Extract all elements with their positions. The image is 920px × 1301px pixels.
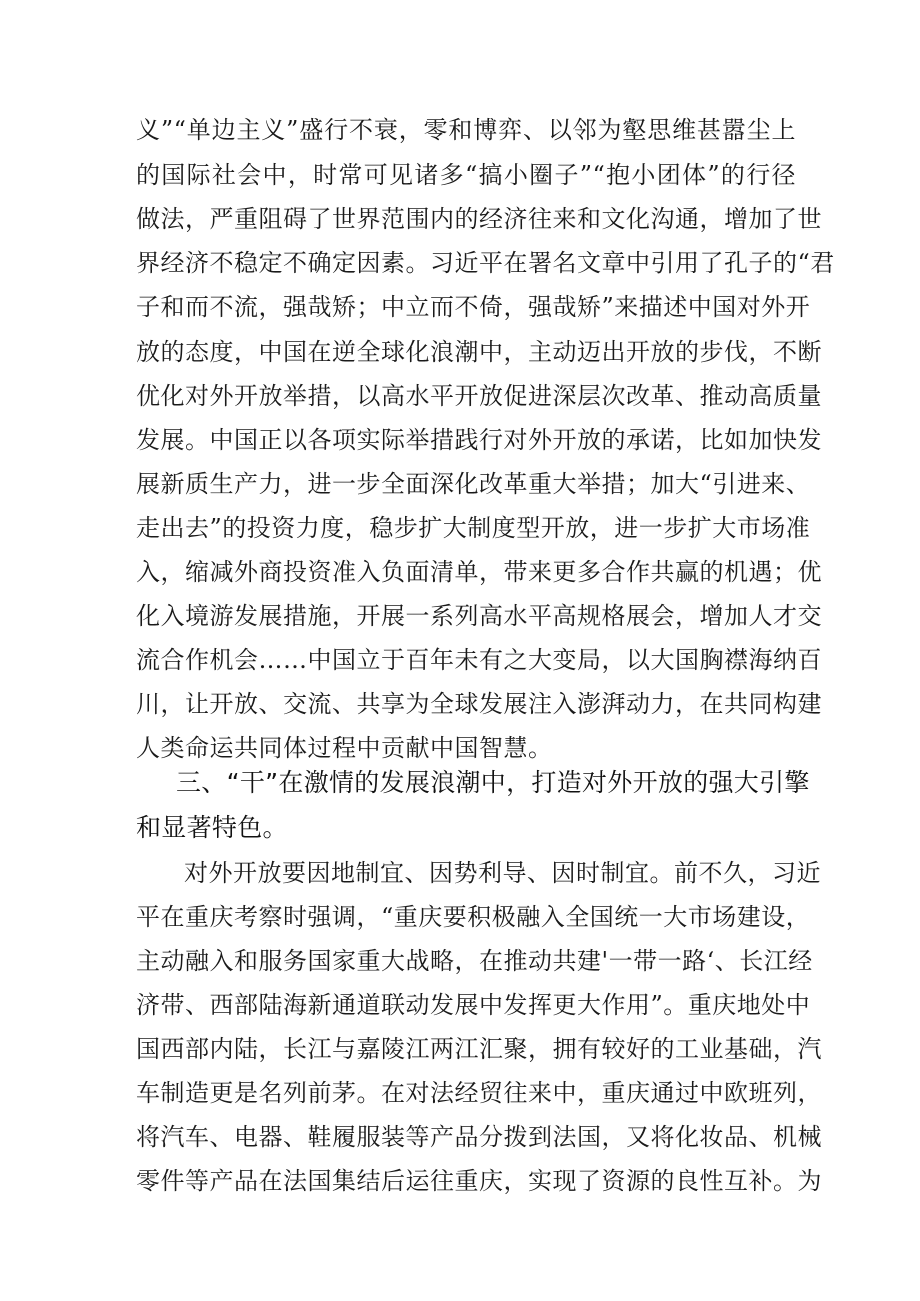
text-line: 车制造更是名列前茅。在对法经贸往来中，重庆通过中欧班列， [136, 1079, 822, 1107]
text-line: 子和而不流，强哉矫；中立而不倚，强哉矫”来描述中国对外开 [136, 293, 811, 321]
section-heading-line-1: 三、“干”在激情的发展浪潮中，打造对外开放的强大引擎 [176, 768, 810, 797]
text-line: 做法，严重阻碍了世界范围内的经济往来和文化沟通，增加了世 [136, 205, 822, 233]
text-line: 对外开放要因地制宜、因势利导、因时制宜。前不久，习近 [184, 859, 821, 887]
text-line: 国西部内陆，长江与嘉陵江两江汇聚，拥有较好的工业基础，汽 [136, 1035, 822, 1063]
text-line: 放的态度，中国在逆全球化浪潮中，主动迈出开放的步伐，不断 [136, 338, 822, 366]
text-line: 平在重庆考察时强调，“重庆要积极融入全国统一大市场建设， [136, 903, 811, 931]
text-line: 走出去”的投资力度，稳步扩大制度型开放，进一步扩大市场准 [136, 514, 811, 542]
text-line: 入，缩减外商投资准入负面清单，带来更多合作共赢的机遇；优 [136, 558, 822, 586]
text-line: 零件等产品在法国集结后运往重庆，实现了资源的良性互补。为 [136, 1167, 822, 1195]
text-line: 主动融入和服务国家重大战略，在推动共建'一带一路‘、长江经 [136, 947, 813, 975]
text-line: 优化对外开放举措，以高水平开放促进深层次改革、推动高质量 [136, 382, 822, 410]
text-line: 化入境游发展措施，开展一系列高水平高规格展会，增加人才交 [136, 602, 822, 630]
text-line: 的国际社会中，时常可见诸多“搞小圈子”“抱小团体”的行径 [136, 161, 796, 189]
text-line: 济带、西部陆海新通道联动发展中发挥更大作用”。重庆地处中 [136, 991, 811, 1019]
text-line: 将汽车、电器、鞋履服装等产品分拨到法国，又将化妆品、机械 [136, 1123, 822, 1151]
text-line: 义”“单边主义”盛行不衰，零和博弈、以邻为壑思维甚嚣尘上 [136, 116, 796, 144]
section-heading-line-2: 和显著特色。 [136, 813, 288, 842]
text-line: 发展。中国正以各项实际举措践行对外开放的承诺，比如加快发 [136, 426, 822, 454]
text-line: 川，让开放、交流、共享为全球发展注入澎湃动力，在共同构建 [136, 690, 822, 718]
text-line: 界经济不稳定不确定因素。习近平在署名文章中引用了孔子的“君 [136, 249, 835, 277]
text-line: 展新质生产力，进一步全面深化改革重大举措；加大“引进来、 [136, 470, 811, 498]
text-line: 人类命运共同体过程中贡献中国智慧。 [136, 734, 553, 762]
text-line: 流合作机会……中国立于百年未有之大变局，以大国胸襟海纳百 [136, 646, 822, 674]
